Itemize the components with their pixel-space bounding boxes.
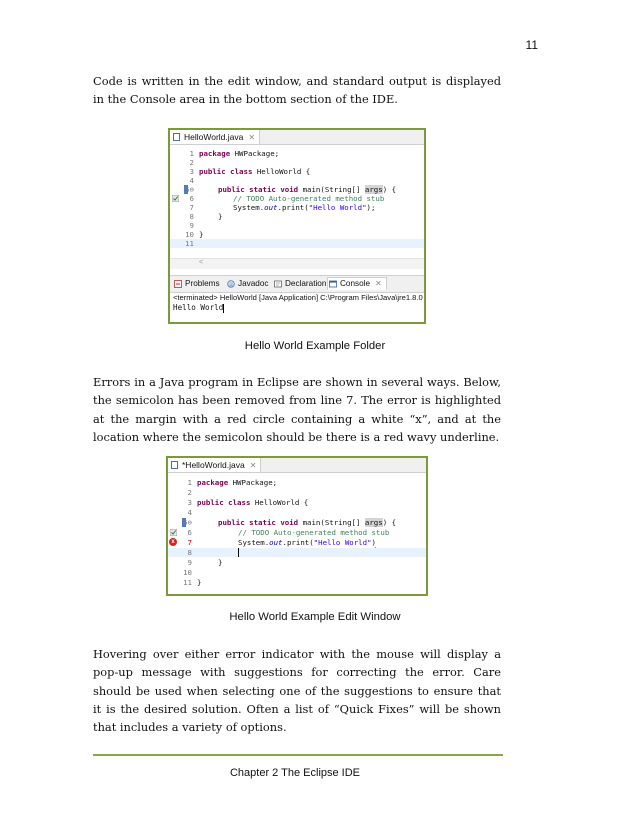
code-editor[interactable] (170, 145, 424, 258)
console-icon (329, 280, 337, 288)
code-line: 6 // TODO Auto-generated method stub (170, 194, 424, 203)
svg-text:@: @ (228, 282, 234, 288)
views-tabbar (170, 275, 424, 293)
code-editor[interactable] (168, 473, 426, 595)
javadoc-icon (227, 280, 235, 288)
code-line: 5⊖ public static void main(String[] args) { (185, 185, 397, 194)
code-line: 9 } (187, 558, 223, 567)
close-icon[interactable]: ✕ (375, 279, 382, 288)
close-icon[interactable]: ✕ (249, 461, 257, 470)
figure1-caption: Hello World Example Folder (244, 340, 386, 352)
paragraph-errors: Errors in a Java program in Eclipse are shown in several ways. Below, the semicolon has been removed from line 7. The error is highlighted at the margin with a red circle containing a white “x”, and at the location where the semicolon should be there is a red wavy underline. (93, 375, 501, 444)
footer-divider (93, 754, 503, 756)
code-line: 9 (189, 221, 194, 230)
error-icon[interactable]: x (169, 538, 177, 546)
scroll-left-icon[interactable]: < (199, 259, 204, 266)
code-line: 6 // TODO Auto-generated method stub (168, 528, 426, 537)
console-output: Hello World (173, 303, 224, 312)
java-file-icon (173, 133, 180, 141)
paragraph-hover: Hovering over either error indicator with the mouse will display a pop-up message with suggestions for correcting the error. Care should be used when selecting one of the suggestions to ensure that it is the desired solution. Often a list of “Quick Fixes” will be shown that includes a variety of options. (93, 647, 501, 735)
code-line: 2 (189, 158, 194, 167)
code-line: 1 package HWPackage; (189, 149, 280, 158)
editor-tab-label: *HelloWorld.java (182, 460, 245, 470)
text-cursor (223, 304, 224, 313)
code-line: 3 public class HelloWorld { (189, 167, 311, 176)
close-icon[interactable]: ✕ (248, 133, 256, 142)
figure-eclipse-edit-window (166, 456, 428, 596)
editor-tab-label: HelloWorld.java (184, 132, 244, 142)
code-line: 5⊖ public static void main(String[] args) { (183, 518, 397, 527)
footer-chapter: Chapter 2 The Eclipse IDE (229, 767, 361, 779)
code-line: 8 } (189, 212, 223, 221)
tab-declaration[interactable]: Declaration (273, 278, 326, 290)
figure-eclipse-console (168, 128, 426, 324)
code-line: 1 package HWPackage; (187, 478, 278, 487)
task-icon (170, 529, 177, 536)
code-line: 10 (183, 568, 192, 577)
tab-problems[interactable]: Problems (173, 278, 220, 290)
page-number: 11 (525, 38, 538, 52)
task-icon (172, 195, 179, 202)
editor-tabbar (168, 458, 426, 473)
tab-javadoc[interactable]: @ Javadoc (228, 279, 269, 288)
editor-tabbar (170, 130, 424, 145)
code-line-error: x 7 System.out.print("Hello World") (168, 538, 426, 547)
declaration-icon (274, 280, 282, 288)
editor-tab[interactable] (170, 130, 260, 144)
error-underline[interactable]: ) (371, 538, 376, 547)
editor-tab[interactable] (168, 458, 261, 472)
console-terminated-line: <terminated> HelloWorld [Java Application] C:\Program Files\Java\jre1.8.0 (173, 293, 423, 302)
code-line: 10 } (185, 230, 204, 239)
problems-icon (174, 280, 182, 288)
figure2-caption: Hello World Example Edit Window (229, 611, 401, 623)
code-line: 7 System.out.print("Hello World"); (189, 203, 376, 212)
code-line: 4 (187, 508, 192, 517)
code-line-current: 11 (170, 239, 424, 248)
paragraph-intro: Code is written in the edit window, and standard output is displayed in the Console area in the bottom section of the IDE. (93, 74, 501, 107)
code-line-current: 8 (168, 548, 426, 557)
java-file-icon (171, 461, 178, 469)
text-cursor (238, 548, 239, 557)
code-line: 4 (189, 176, 194, 185)
code-line: 11 } (183, 578, 202, 587)
code-line: 3 public class HelloWorld { (187, 498, 309, 507)
tab-console[interactable]: Console ✕ (327, 277, 387, 290)
horizontal-scrollbar[interactable] (170, 258, 424, 269)
code-line: 2 (187, 488, 192, 497)
